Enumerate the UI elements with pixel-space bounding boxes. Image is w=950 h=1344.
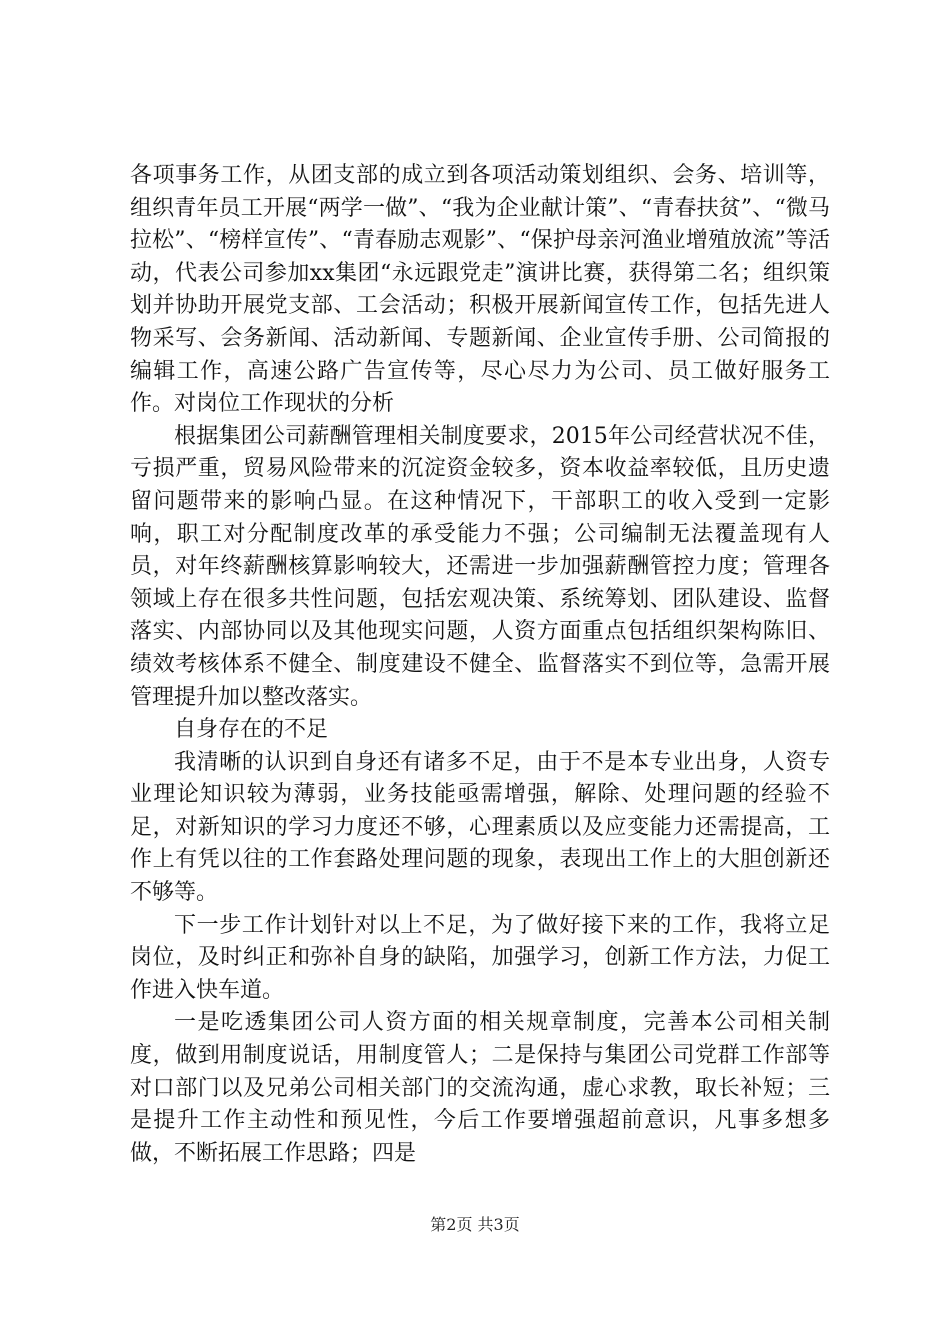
section-heading-shortcomings: 自身存在的不足 — [174, 717, 329, 743]
paragraph-5: 一是吃透集团公司人资方面的相关规章制度，完善本公司相关制度，做到用制度说话，用制度管人；二是保持与集团公司党群工作部等对口部门以及兄弟公司相关部门的交流沟通，虚心求教，取长补短；三是提升工作主动性和预见性，今后工作要增强超前意识，凡事多想多做，不断拓展工作思路；四是 — [130, 1010, 830, 1166]
paragraph-4: 下一步工作计划针对以上不足，为了做好接下来的工作，我将立足岗位，及时纠正和弥补自身的缺陷，加强学习，创新工作方法，力促工作进入快车道。 — [130, 912, 830, 1003]
document-body — [130, 160, 830, 1170]
paragraph-3: 我清晰的认识到自身还有诸多不足，由于不是本专业出身，人资专业理论知识较为薄弱，业务技能亟需增强，解除、处理问题的经验不足，对新知识的学习力度还不够，心理素质以及应变能力还需提高，工作上有凭以往的工作套路处理问题的现象，表现出工作上的大胆创新还不够等。 — [130, 749, 830, 906]
paragraph-2: 根据集团公司薪酬管理相关制度要求，2015年公司经营状况不佳，亏损严重，贸易风险带来的沉淀资金较多，资本收益率较低，且历史遗留问题带来的影响凸显。在这种情况下，干部职工的收入受到一定影响，职工对分配制度改革的承受能力不强；公司编制无法覆盖现有人员，对年终薪酬核算影响较大，还需进一步加强薪酬管控力度；管理各领域上存在很多共性问题，包括宏观决策、系统筹划、团队建设、监督落实、内部协同以及其他现实问题，人资方面重点包括组织架构陈旧、绩效考核体系不健全、制度建设不健全、监督落实不到位等，急需开展管理提升加以整改落实。 — [130, 423, 830, 710]
paragraph-1: 各项事务工作，从团支部的成立到各项活动策划组织、会务、培训等，组织青年员工开展“两学一做”、“我为企业献计策”、“青春扶贫”、“微马拉松”、“榜样宣传”、“青春励志观影”、“保护母亲河渔业增殖放流”等活动，代表公司参加xx集团“永远跟党走”演讲比赛，获得第二名；组织策划并协助开展党支部、工会活动；积极开展新闻宣传工作，包括先进人物采写、会务新闻、活动新闻、专题新闻、企业宣传手册、公司简报的编辑工作，高速公路广告宣传等，尽心尽力为公司、员工做好服务工作。对岗位工作现状的分析 — [130, 163, 830, 417]
page-number-footer: 第2页 共3页 — [430, 1215, 520, 1234]
